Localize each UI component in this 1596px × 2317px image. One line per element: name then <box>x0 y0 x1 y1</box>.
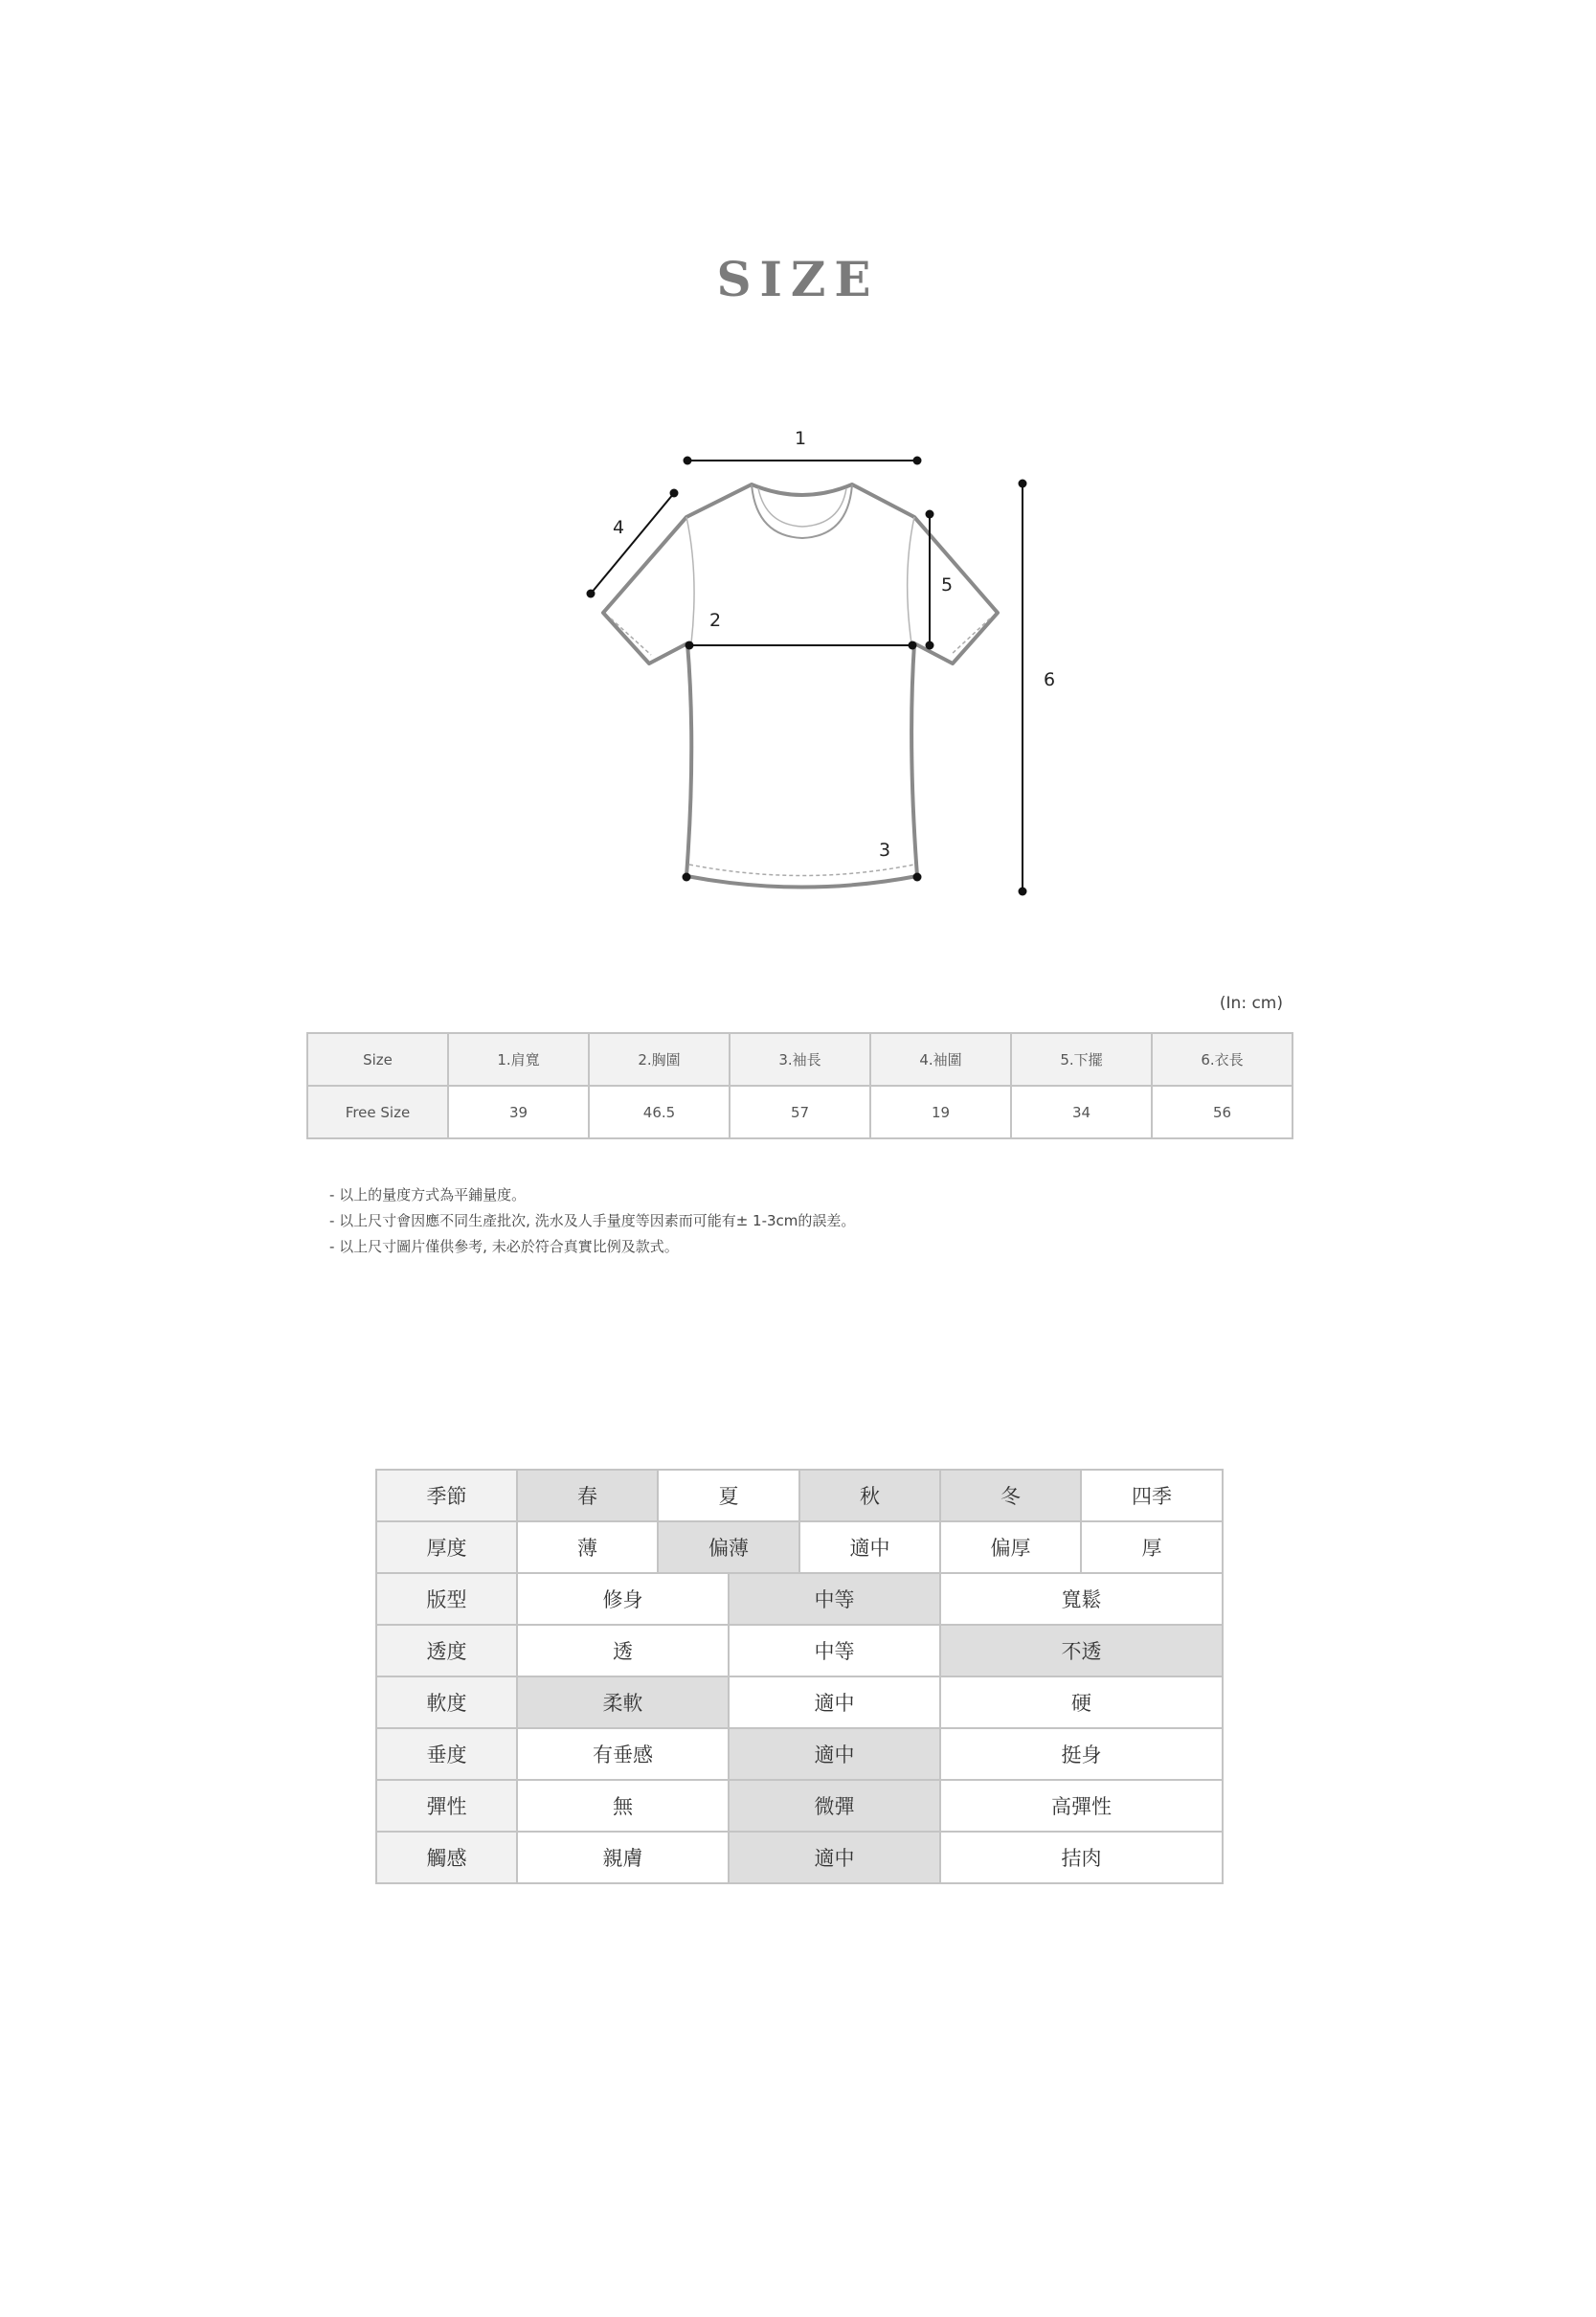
note-line: - 以上尺寸圖片僅供參考, 未必於符合真實比例及款式。 <box>329 1238 679 1255</box>
option-cell: 中等 <box>729 1625 940 1676</box>
option-cell: 中等 <box>729 1573 940 1625</box>
tshirt-outline <box>603 484 998 888</box>
option-cell: 四季 <box>1081 1470 1223 1521</box>
option-cell: 厚 <box>1081 1521 1223 1573</box>
row-drape <box>376 1728 1223 1780</box>
measure-label-4: 4 <box>612 517 625 538</box>
fabric-properties-table <box>375 1469 1224 1884</box>
note-line: - 以上尺寸會因應不同生產批次, 洗水及人手量度等因素而可能有± 1-3cm的誤差。 <box>329 1212 856 1229</box>
row-label: 軟度 <box>376 1676 517 1728</box>
size-table-row <box>307 1086 1293 1138</box>
tshirt-measurement-diagram <box>0 0 1596 957</box>
header-cell: 6.衣長 <box>1152 1033 1293 1086</box>
option-cell: 薄 <box>517 1521 658 1573</box>
row-softness <box>376 1676 1223 1728</box>
row-transparency <box>376 1625 1223 1676</box>
option-cell: 有垂感 <box>517 1728 729 1780</box>
option-cell: 親膚 <box>517 1832 729 1883</box>
header-cell: Size <box>307 1033 448 1086</box>
option-cell: 拮肉 <box>940 1832 1223 1883</box>
value-cell: 34 <box>1011 1086 1152 1138</box>
measurement-notes <box>329 1182 855 1260</box>
option-cell: 微彈 <box>729 1780 940 1832</box>
page-title: SIZE <box>716 251 880 307</box>
option-cell: 夏 <box>658 1470 799 1521</box>
row-label: 版型 <box>376 1573 517 1625</box>
row-fit <box>376 1573 1223 1625</box>
option-cell: 不透 <box>940 1625 1223 1676</box>
size-name-cell: Free Size <box>307 1086 448 1138</box>
option-cell: 偏薄 <box>658 1521 799 1573</box>
measure-label-2: 2 <box>708 610 722 631</box>
value-cell: 57 <box>730 1086 870 1138</box>
row-label: 厚度 <box>376 1521 517 1573</box>
row-touch <box>376 1832 1223 1883</box>
option-cell: 冬 <box>940 1470 1081 1521</box>
size-table-header-row <box>307 1033 1293 1086</box>
measure-label-5: 5 <box>940 574 954 596</box>
header-cell: 4.袖圍 <box>870 1033 1011 1086</box>
row-season <box>376 1470 1223 1521</box>
option-cell: 高彈性 <box>940 1780 1223 1832</box>
measure-label-3: 3 <box>878 840 891 861</box>
row-thickness <box>376 1521 1223 1573</box>
row-label: 觸感 <box>376 1832 517 1883</box>
option-cell: 偏厚 <box>940 1521 1081 1573</box>
value-cell: 39 <box>448 1086 589 1138</box>
value-cell: 56 <box>1152 1086 1293 1138</box>
option-cell: 無 <box>517 1780 729 1832</box>
option-cell: 春 <box>517 1470 658 1521</box>
header-cell: 2.胸圍 <box>589 1033 730 1086</box>
value-cell: 19 <box>870 1086 1011 1138</box>
value-cell: 46.5 <box>589 1086 730 1138</box>
option-cell: 適中 <box>729 1832 940 1883</box>
row-label: 彈性 <box>376 1780 517 1832</box>
option-cell: 硬 <box>940 1676 1223 1728</box>
row-label: 透度 <box>376 1625 517 1676</box>
size-table <box>306 1032 1293 1139</box>
measure-label-1: 1 <box>794 428 807 449</box>
measure-label-6: 6 <box>1043 669 1056 690</box>
unit-note: (In: cm) <box>1219 994 1283 1013</box>
row-label: 季節 <box>376 1470 517 1521</box>
option-cell: 適中 <box>729 1676 940 1728</box>
option-cell: 修身 <box>517 1573 729 1625</box>
option-cell: 適中 <box>799 1521 940 1573</box>
option-cell: 柔軟 <box>517 1676 729 1728</box>
option-cell: 適中 <box>729 1728 940 1780</box>
header-cell: 5.下擺 <box>1011 1033 1152 1086</box>
row-label: 垂度 <box>376 1728 517 1780</box>
option-cell: 秋 <box>799 1470 940 1521</box>
option-cell: 挺身 <box>940 1728 1223 1780</box>
row-elasticity <box>376 1780 1223 1832</box>
header-cell: 3.袖長 <box>730 1033 870 1086</box>
note-line: - 以上的量度方式為平鋪量度。 <box>329 1186 527 1203</box>
header-cell: 1.肩寬 <box>448 1033 589 1086</box>
option-cell: 透 <box>517 1625 729 1676</box>
option-cell: 寬鬆 <box>940 1573 1223 1625</box>
